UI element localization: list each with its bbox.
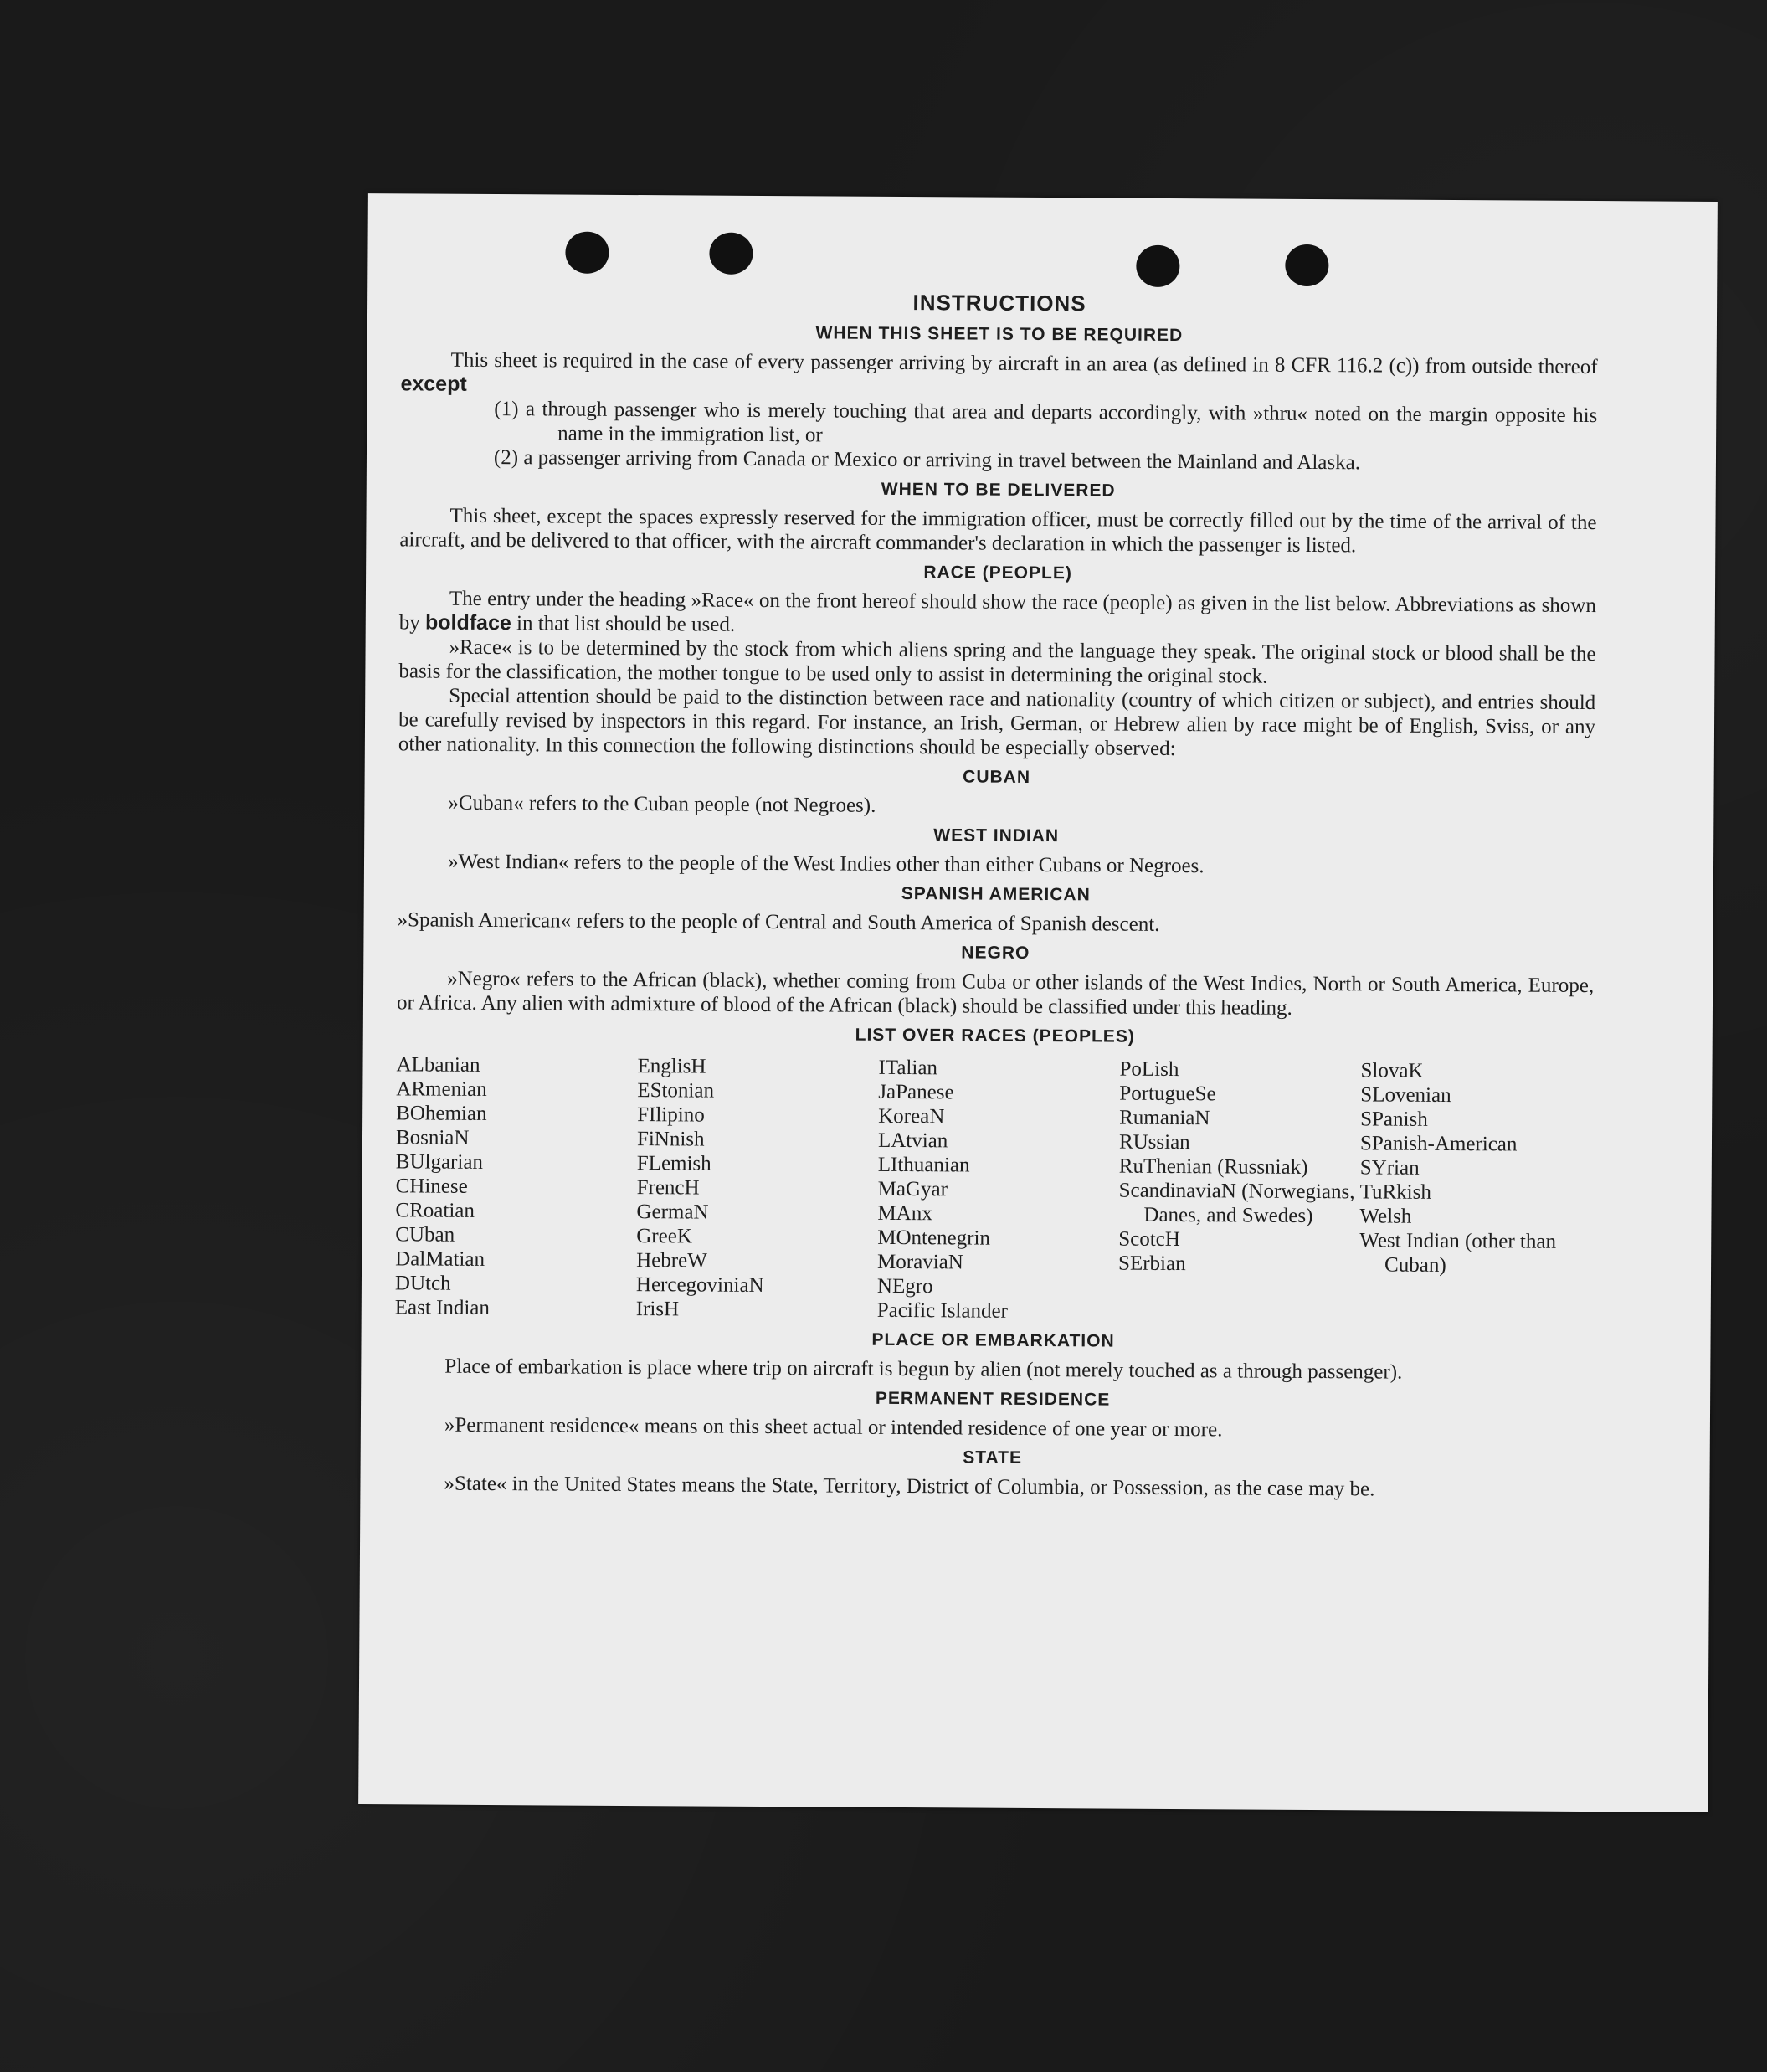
race-entry: PortugueSe [1119, 1082, 1216, 1106]
race-entry: MOntenegrin [877, 1226, 991, 1250]
punch-hole [565, 232, 609, 274]
races-column-4 [1118, 1057, 1361, 1326]
negro-text: »Negro« refers to the African (black), whether coming from Cuba or other islands of the West Indies, North or South America, Europe, or Africa. Any alien with admixture of blood of the African (black) should be classified under this heading. [396, 967, 1595, 1020]
race-entry: FiNnish [636, 1128, 705, 1151]
section-heading-embarkation: PLACE OR EMBARKATION [871, 1329, 1115, 1351]
section-heading-when-delivered: WHEN TO BE DELIVERED [881, 479, 1116, 501]
race-entry: EStonian [637, 1079, 715, 1103]
list-item: (1) a through passenger who is merely touching that area and departs accordingly, with »thru« noted on the margin opposite his name in the immigration list, or [494, 398, 1598, 447]
race-entry: GermaN [636, 1201, 709, 1224]
boldface-word: boldface [424, 610, 511, 635]
residence-text: »Permanent residence« means on this sheet actual or intended residence of one year or more. [444, 1413, 1223, 1442]
races-column-3 [877, 1056, 1120, 1324]
race-entry: SlovaK [1360, 1059, 1424, 1082]
spanish-american-text: »Spanish American« refers to the people of Central and South America of Spanish descent. [397, 908, 1160, 936]
punch-hole [1285, 244, 1328, 286]
race-paragraph-1 [399, 586, 1596, 642]
races-list [395, 1052, 1594, 1327]
document-sheet [358, 193, 1718, 1812]
race-entry: JaPanese [878, 1080, 954, 1104]
race-entry: SLovenian [1360, 1083, 1451, 1108]
section-heading-race: RACE (PEOPLE) [923, 563, 1072, 584]
race-entry: TuRkish [1359, 1180, 1431, 1204]
race-entry: SErbian [1118, 1252, 1186, 1276]
race-entry: LIthuanian [877, 1153, 970, 1177]
race-entry: BosniaN [395, 1126, 470, 1149]
section-heading-spanish-american: SPANISH AMERICAN [901, 884, 1091, 905]
state-text: »State« in the United States means the State, Territory, District of Columbia, or Possession, as the case may be. [444, 1472, 1375, 1501]
races-column-5 [1359, 1058, 1594, 1327]
race-entry: ARmenian [396, 1077, 487, 1101]
race-entry: RUssian [1118, 1130, 1190, 1154]
race-entry: FLemish [636, 1152, 711, 1175]
except-word: except [400, 372, 467, 396]
race-entry: LAtvian [877, 1129, 948, 1153]
race-entry: BOhemian [396, 1102, 487, 1125]
race-entry: KoreaN [878, 1104, 945, 1129]
page-title: INSTRUCTIONS [912, 290, 1086, 316]
race-entry: MAnx [877, 1201, 932, 1226]
race-paragraph-2: »Race« is to be determined by the stock from which aliens spring and the language they speak. The original stock or blood shall be the basis for the classification, the mother tongue to be used only to assist in determining the original stock. [398, 635, 1596, 688]
race-entry: BUlgarian [395, 1150, 484, 1174]
race-entry: ALbanian [396, 1053, 480, 1077]
race-entry: ScotcH [1118, 1227, 1180, 1252]
when-required-intro [400, 347, 1597, 404]
race-entry: DalMatian [395, 1247, 485, 1271]
race-entry: PoLish [1119, 1057, 1179, 1082]
race-entry: DUtch [394, 1272, 451, 1295]
race-entry: IrisH [635, 1298, 680, 1321]
section-heading-when-required: WHEN THIS SHEET IS TO BE REQUIRED [815, 323, 1184, 346]
section-heading-state: STATE [963, 1447, 1023, 1468]
section-heading-west-indian: WEST INDIAN [933, 825, 1060, 846]
embarkation-text: Place of embarkation is place where trip on aircraft is begun by alien (not merely touched as a through passenger). [444, 1355, 1403, 1384]
section-heading-residence: PERMANENT RESIDENCE [875, 1388, 1111, 1410]
race-p1-text-end: in that list should be used. [516, 612, 736, 636]
punch-hole [709, 233, 753, 275]
races-column-2 [636, 1054, 879, 1323]
list-item: (2) a passenger arriving from Canada or Mexico or arriving in travel between the Mainland and Alaska. [493, 446, 1361, 475]
punch-hole [1136, 245, 1179, 287]
race-entry: FIlipino [637, 1103, 705, 1127]
when-required-intro-text: This sheet is required in the case of every passenger arriving by aircraft in an area (as defined in 8 CFR 116.2 (c)) from outside thereof [450, 348, 1598, 379]
race-entry: Pacific Islander [876, 1298, 1009, 1323]
section-heading-negro: NEGRO [961, 943, 1030, 963]
race-entry: HebreW [636, 1249, 707, 1273]
race-entry: CHinese [395, 1175, 468, 1198]
race-paragraph-3: Special attention should be paid to the distinction between race and nationality (country of which citizen or subject), and entries should be carefully revised by inspectors in this regard. For instance, an Irish, German, or Hebrew alien by race might be of English, Sviss, or any other nationality. In this connection the following distinctions should be especially observed: [398, 684, 1596, 760]
race-entry: ScandinaviaN (Norwegians, Danes, and Swedes) [1118, 1179, 1355, 1228]
race-entry: FrencH [636, 1176, 700, 1200]
race-entry: MoraviaN [877, 1250, 963, 1274]
race-entry: CRoatian [395, 1199, 475, 1222]
race-entry: NEgro [876, 1274, 933, 1298]
race-entry: Welsh [1359, 1205, 1412, 1228]
race-entry: SYrian [1359, 1156, 1420, 1180]
race-entry: East Indian [394, 1296, 491, 1320]
race-p1-text: The entry under the heading »Race« on the front hereof should show the race (people) as given in the list below. Abbreviations as shown by [398, 587, 1596, 635]
race-entry: West Indian (other than Cuban) [1359, 1229, 1557, 1277]
section-heading-cuban: CUBAN [963, 767, 1031, 787]
race-entry: RumaniaN [1119, 1106, 1210, 1130]
race-entry: SPanish-American [1359, 1132, 1518, 1156]
west-indian-text: »West Indian« refers to the people of the West Indies other than either Cubans or Negroes. [447, 850, 1205, 878]
cuban-text: »Cuban« refers to the Cuban people (not Negroes). [448, 791, 876, 817]
race-entry: GreeK [636, 1225, 693, 1248]
race-entry: CUban [395, 1223, 455, 1247]
race-entry: HercegoviniaN [635, 1273, 764, 1298]
when-delivered-text: This sheet, except the spaces expressly reserved for the immigration officer, must be correctly filled out by the time of the arrival of the aircraft, and be delivered to that officer, with the aircraft commander's declaration in which the passenger is listed. [399, 504, 1597, 558]
race-entry: SPanish [1360, 1108, 1428, 1131]
race-entry: ITalian [878, 1056, 938, 1080]
race-entry: RuThenian (Russniak) [1118, 1154, 1308, 1179]
races-column-1 [395, 1052, 638, 1321]
race-entry: EnglisH [637, 1055, 706, 1078]
section-heading-list-races: LIST OVER RACES (PEOPLES) [855, 1025, 1135, 1046]
race-entry: MaGyar [877, 1177, 948, 1201]
instructions-content [393, 287, 1598, 1503]
